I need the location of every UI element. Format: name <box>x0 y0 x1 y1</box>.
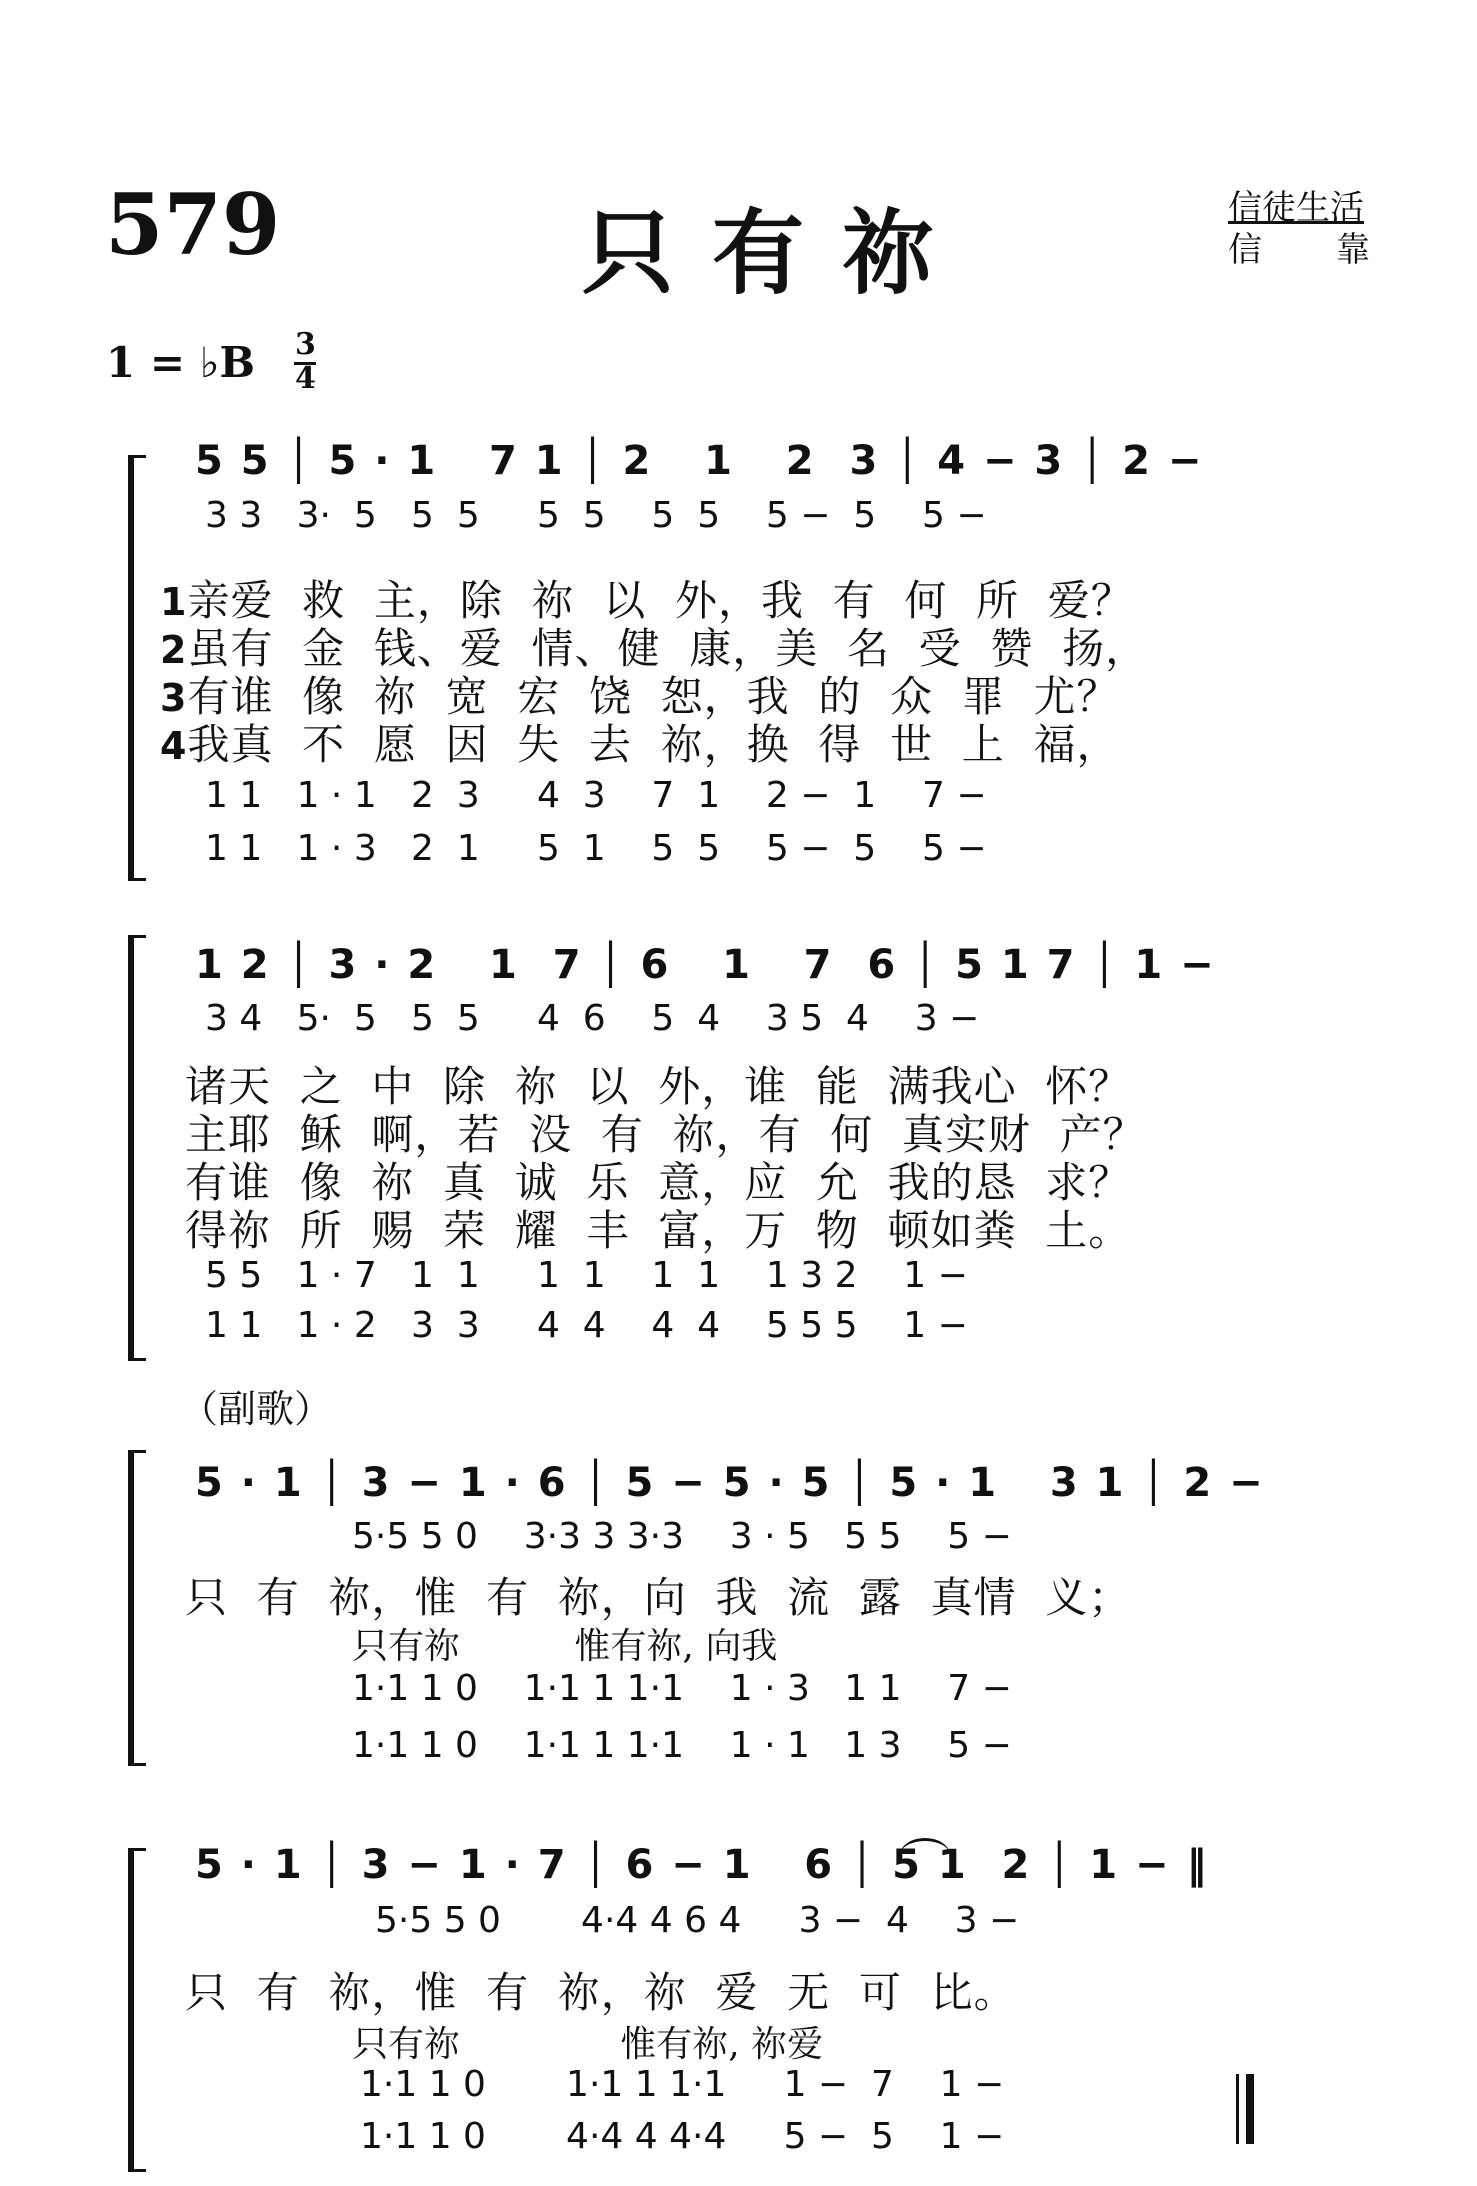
system-4-brace <box>128 1848 146 2172</box>
system-4-echo: 只有祢 惟有祢, 祢爱 <box>352 2024 824 2065</box>
system-1-verse-3: 3有谁 像 祢 宽 宏 饶 恕，我 的 众 罪 尤？ <box>160 672 1120 721</box>
system-3-brace <box>128 1450 146 1766</box>
system-1-verse-2: 2虽有 金 钱、爱 情、健 康，美 名 受 赞 扬， <box>160 624 1149 673</box>
time-signature-bottom: 4 <box>295 361 316 396</box>
system-1-tenor: 1 1 1 · 1 2 3 4 3 7 1 2 − 1 7 − <box>205 775 987 816</box>
time-signature-top: 3 <box>295 327 316 362</box>
system-1-verse-4: 4我真 不 愿 因 失 去 祢，换 得 世 上 福， <box>160 720 1120 769</box>
hymn-tune: 信靠 <box>1228 230 1444 270</box>
system-4-lyrics: 只 有 祢，惟 有 祢，祢 爱 无 可 比。 <box>185 1968 1017 2017</box>
system-2-brace <box>128 935 146 1361</box>
system-4-tenor: 1·1 1 0 1·1 1 1·1 1 − 7 1 − <box>360 2064 1005 2105</box>
system-2-alto: 3 4 5· 5 5 5 4 6 5 4 3 5 4 3 − <box>205 998 980 1039</box>
system-3-echo: 只有祢 惟有祢, 向我 <box>352 1626 778 1667</box>
hymn-category: 信徒生活 <box>1228 188 1364 228</box>
system-2-tenor: 5 5 1 · 7 1 1 1 1 1 1 1 3 2 1 − <box>205 1255 968 1296</box>
system-4-melody: 5 · 1 │ 3 − 1 · 7 │ 6 − 1 6 │ 5 1 2 │ 1 − ‖ <box>195 1842 1207 1888</box>
melody-tie <box>900 1838 950 1855</box>
final-barline-thick <box>1246 2074 1254 2144</box>
system-3-bass: 1·1 1 0 1·1 1 1·1 1 · 1 1 3 5 − <box>352 1725 1012 1766</box>
system-2-bass: 1 1 1 · 2 3 3 4 4 4 4 5 5 5 1 − <box>205 1305 968 1346</box>
system-2-melody: 1 2 │ 3 · 2 1 7 │ 6 1 7 6 │ 5 1 7 │ 1 − <box>195 942 1214 988</box>
final-barline-thin <box>1236 2074 1239 2144</box>
hymn-number: 579 <box>105 175 281 274</box>
system-1-verse-1: 1亲爱 救 主，除 祢 以 外，我 有 何 所 爱？ <box>160 576 1134 625</box>
chorus-label: （副歌） <box>180 1387 333 1431</box>
system-1-bass: 1 1 1 · 3 2 1 5 1 5 5 5 − 5 5 − <box>205 828 987 869</box>
hymn-title: 只有祢 <box>582 199 973 307</box>
system-3-alto: 5·5 5 0 3·3 3 3·3 3 · 5 5 5 5 − <box>352 1516 1012 1557</box>
system-3-tenor: 1·1 1 0 1·1 1 1·1 1 · 3 1 1 7 − <box>352 1668 1012 1709</box>
system-1-melody: 5 5 │ 5 · 1 7 1 │ 2 1 2 3 │ 4 − 3 │ 2 − <box>195 438 1202 484</box>
system-1-brace <box>128 455 146 881</box>
system-2-verse-4: 得祢 所 赐 荣 耀 丰 富，万 物 顿如粪 土。 <box>185 1206 1132 1255</box>
system-2-verse-3: 有谁 像 祢 真 诚 乐 意，应 允 我的恳 求？ <box>185 1158 1132 1207</box>
system-3-melody: 5 · 1 │ 3 − 1 · 6 │ 5 − 5 · 5 │ 5 · 1 3 1 │ 2 − <box>195 1460 1263 1506</box>
key-signature: 1 = ♭B <box>106 338 255 387</box>
system-1-alto: 3 3 3· 5 5 5 5 5 5 5 5 − 5 5 − <box>205 495 987 536</box>
system-4-bass: 1·1 1 0 4·4 4 4·4 5 − 5 1 − <box>360 2116 1005 2157</box>
system-4-alto: 5·5 5 0 4·4 4 6 4 3 − 4 3 − <box>375 1900 1020 1941</box>
system-3-lyrics: 只 有 祢，惟 有 祢，向 我 流 露 真情 义； <box>185 1573 1132 1622</box>
system-2-verse-2: 主耶 稣 啊，若 没 有 祢，有 何 真实财 产？ <box>185 1110 1146 1159</box>
system-2-verse-1: 诸天 之 中 除 祢 以 外，谁 能 满我心 怀？ <box>185 1062 1132 1111</box>
